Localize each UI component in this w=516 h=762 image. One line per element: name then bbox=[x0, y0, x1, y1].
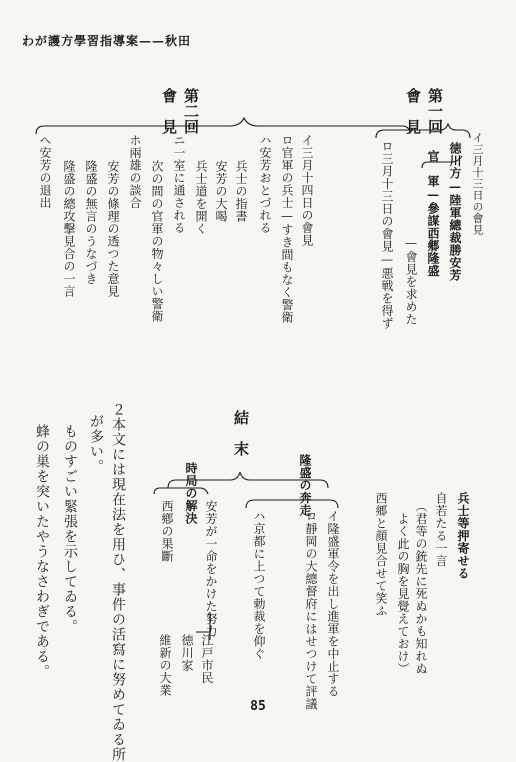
section1-subheading: 會 見 bbox=[404, 88, 422, 135]
note-line-4: 蜂の巣を突いたやうなさわぎである。 bbox=[34, 424, 50, 679]
note-line-3: ものすごい緊張を示してゐる。 bbox=[62, 424, 78, 634]
running-head: わが護方學習指導案——秋田 bbox=[22, 34, 192, 48]
section2-ho-1: 安芳の條理の透つた意見 bbox=[106, 160, 120, 298]
section2-ha-2: 安芳の大喝 bbox=[214, 160, 228, 223]
right-lower-4: よく此の胸を見覺えておけ） bbox=[396, 500, 410, 675]
conclusion-tail-2: 徳川家 bbox=[180, 634, 194, 672]
section1-item-ro: ロ三月十三日の會見—悪戦を得ず bbox=[380, 140, 394, 330]
section2-item-ro: ロ官軍の兵士—すき間もなく警衛 bbox=[280, 134, 294, 324]
conclusion-tail-3: 維新の大業 bbox=[158, 634, 172, 697]
note-line-1: ２本文には現在法を用ひ、事件の活寫に努めてゐる所 bbox=[110, 402, 126, 762]
section1-item-i: イ三月十三日の會見 bbox=[471, 132, 484, 236]
section2-ni-sub: 次の間の官軍の物々しい警衛 bbox=[150, 160, 164, 323]
conclusion-branch1: 隆盛の奔走 bbox=[298, 454, 312, 517]
conclusion-branch2: 時局の解決 bbox=[184, 462, 198, 525]
section2-subheading: 會 見 bbox=[160, 88, 178, 135]
section2-ha-3: 兵士道を開く bbox=[194, 160, 208, 235]
conclusion-title: 結 末 bbox=[232, 410, 250, 457]
conclusion-b2-item-2: 安芳が一命をかけた努力 bbox=[204, 500, 218, 638]
section2-item-ni: ニ一室に通される bbox=[172, 134, 186, 234]
section1-sub-a: 徳川方—陸軍總裁勝安芳 bbox=[448, 142, 462, 282]
section2-item-ho: ホ兩雄の談合 bbox=[128, 134, 142, 209]
note-line-2: が多い。 bbox=[88, 414, 104, 474]
section1-heading: 第一回 bbox=[426, 88, 444, 135]
section2-item-ha: ハ安芳おとづれる bbox=[258, 134, 272, 234]
section1-sub-b: 官 軍—參謀西郷隆盛 bbox=[426, 150, 440, 277]
section1-sub-c: —會見を求めた bbox=[404, 236, 418, 326]
section2-item-i: イ三月十四日の會見 bbox=[300, 134, 314, 247]
section2-item-he: ヘ安芳の退出 bbox=[38, 134, 52, 209]
conclusion-tail-1: 江戸市民 bbox=[200, 634, 214, 684]
section2-ho-2: 隆盛の無言のうなづき bbox=[84, 160, 98, 285]
right-lower-5: 西郷と顔見合せて笑ふ bbox=[374, 492, 388, 617]
section2-ho-3: 隆盛の總攻擊見合の一言 bbox=[62, 160, 76, 298]
page-number: 85 bbox=[250, 699, 266, 714]
conclusion-b2-item-1: 西鄕の果斷 bbox=[160, 500, 174, 563]
right-lower-3: （君等の銃先に死ぬかも知れぬ bbox=[414, 500, 428, 675]
conclusion-b1-item-ro: ロ靜岡の大總督府にはせつけて評議 bbox=[304, 510, 318, 710]
right-lower-1: 兵士等押寄せる bbox=[456, 492, 470, 580]
right-lower-2: 自若たる一言 bbox=[434, 492, 448, 567]
conclusion-b1-item-ha: ハ京都に上つて勅裁を仰ぐ bbox=[252, 510, 266, 660]
section2-heading: 第二回 bbox=[182, 88, 200, 135]
conclusion-b1-item-i: イ隆盛軍令を出し進軍を中止する bbox=[326, 510, 340, 698]
section2-ha-1: 兵士の指書 bbox=[234, 160, 248, 223]
